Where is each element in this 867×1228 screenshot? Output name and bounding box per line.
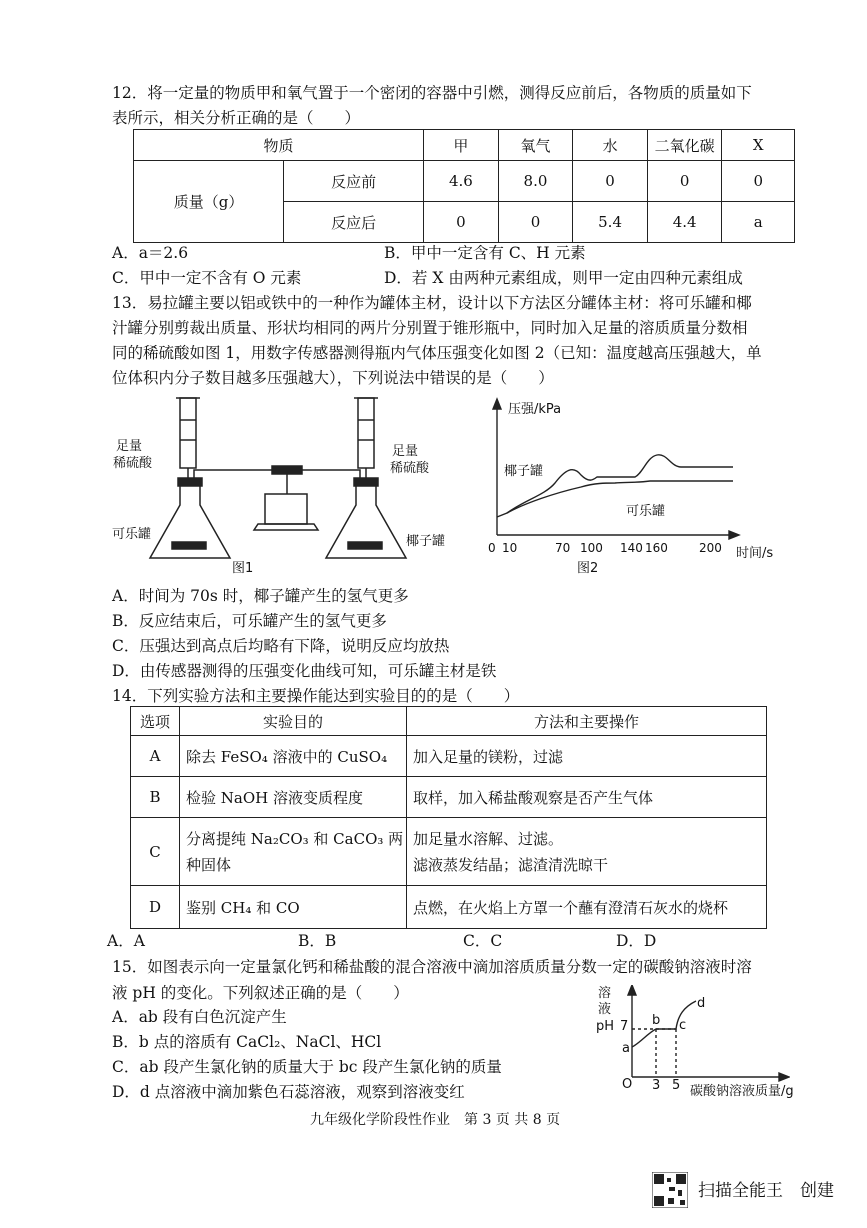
- acid-right-label-2: 稀硫酸: [390, 461, 430, 476]
- fig1-caption: 图1: [232, 561, 254, 576]
- q14-purpose-c: [180, 818, 407, 886]
- q12-cell: 4.6: [424, 161, 499, 202]
- ph-ylabel-2: 液: [598, 1002, 612, 1017]
- q12-option-c: C．甲中一定不含有 O 元素: [112, 269, 302, 287]
- q12-cell: 5.4: [573, 202, 648, 243]
- tick-140: 140: [620, 541, 643, 555]
- point-d-label: d: [697, 996, 706, 1011]
- q12-th-water: 水: [573, 130, 648, 161]
- q12-option-a: A．a＝2.6: [112, 244, 189, 262]
- ph-label: pH: [596, 1019, 615, 1034]
- q14-purpose-line1: 分离提纯 Na₂CO₃ 和 CaCO₃ 两: [186, 829, 404, 848]
- q14-opt: D: [131, 886, 180, 929]
- q14-answer-d: D．D: [616, 932, 657, 950]
- tick-10: 10: [502, 541, 518, 555]
- tick-200: 200: [699, 541, 722, 555]
- q12-cell: 0: [498, 202, 573, 243]
- laptop: [265, 494, 307, 524]
- q12-cell: 4.4: [647, 202, 722, 243]
- ph-7-label: 7: [620, 1019, 629, 1034]
- q14-method-line2: 滤液蒸发结晶；滤渣清洗晾干: [413, 855, 609, 874]
- q14-purpose: 除去 FeSO₄ 溶液中的 CuSO₄: [180, 736, 407, 777]
- q13-stem-line3: 同的稀硫酸如图 1，用数字传感器测得瓶内气体压强变化如图 2（已知：温度越高压强越大，单: [112, 344, 762, 362]
- q13-option-b: B．反应结束后，可乐罐产生的氢气更多: [112, 612, 387, 630]
- q12-th-co2: 二氧化碳: [647, 130, 722, 161]
- q12-cell: 0: [647, 161, 722, 202]
- q12-cell: 8.0: [498, 161, 573, 202]
- scanner-watermark: 扫描全能王 创建: [698, 1181, 834, 1201]
- q14-answer-a: A．A: [107, 932, 145, 950]
- q14-answer-b: B．B: [298, 932, 337, 950]
- q12-th-oxygen: 氧气: [498, 130, 573, 161]
- fig2-caption: 图2: [577, 561, 599, 576]
- q12-stem-line2: 表所示，相关分析正确的是（ ）: [112, 109, 361, 127]
- q14-purpose: 检验 NaOH 溶液变质程度: [180, 777, 407, 818]
- tick-100: 100: [580, 541, 603, 555]
- q12-row-label: 质量（g）: [134, 161, 284, 243]
- q12-th-jia: 甲: [424, 130, 499, 161]
- q15-option-b: B．b 点的溶质有 CaCl₂、NaCl、HCl: [112, 1033, 382, 1051]
- series-cola-label: 可乐罐: [626, 504, 666, 519]
- q12-option-b: B．甲中一定含有 C、H 元素: [384, 244, 586, 262]
- q14-opt: A: [131, 736, 180, 777]
- q12-cell: 0: [722, 161, 795, 202]
- series-coconut-label: 椰子罐: [504, 464, 544, 479]
- acid-left-label-1: 足量: [116, 439, 143, 454]
- can-left-label: 可乐罐: [112, 527, 152, 542]
- q14-th-method: 方法和主要操作: [407, 707, 767, 736]
- q12-th-substance: 物质: [134, 130, 424, 161]
- q13-option-c: C．压强达到高点后均略有下降，说明反应均放热: [112, 637, 450, 655]
- q14-opt: B: [131, 777, 180, 818]
- q15-option-d: D．d 点溶液中滴加紫色石蕊溶液，观察到溶液变红: [112, 1083, 465, 1101]
- fig2-xlabel: 时间/s: [736, 546, 774, 561]
- ph-xlabel: 碳酸钠溶液质量/g: [690, 1084, 794, 1099]
- q14-method-c: [407, 818, 767, 886]
- q13-stem-line4: 位体积内分子数目越多压强越大），下列说法中错误的是（ ）: [112, 369, 554, 387]
- tick-160: 160: [645, 541, 668, 555]
- q14-purpose: 鉴别 CH₄ 和 CO: [180, 886, 407, 929]
- q14-table: [130, 706, 767, 929]
- q12-cell: a: [722, 202, 795, 243]
- acid-left-label-2: 稀硫酸: [113, 456, 153, 471]
- q12-after-label: 反应后: [284, 202, 424, 243]
- q15-stem-line1: 15．如图表示向一定量氯化钙和稀盐酸的混合溶液中滴加溶质质量分数一定的碳酸钠溶液时溶: [112, 958, 752, 976]
- q12-cell: 0: [424, 202, 499, 243]
- q12-stem-line1: 12．将一定量的物质甲和氧气置于一个密闭的容器中引燃，测得反应前后，各物质的质量如下: [112, 84, 752, 102]
- q13-stem-line2: 汁罐分别剪裁出质量、形状均相同的两片分别置于锥形瓶中，同时加入足量的溶质质量分数相: [112, 319, 748, 337]
- point-c-label: c: [679, 1018, 687, 1033]
- can-right-label: 椰子罐: [406, 534, 446, 549]
- q14-th-purpose: 实验目的: [180, 707, 407, 736]
- q12-cell: 0: [573, 161, 648, 202]
- point-b-label: b: [652, 1013, 661, 1028]
- q12-th-x: X: [722, 130, 795, 161]
- ph-curve: [632, 1001, 696, 1047]
- q14-method: 点燃，在火焰上方罩一个蘸有澄清石灰水的烧杯: [407, 886, 767, 929]
- q14-stem: 14．下列实验方法和主要操作能达到实验目的的是（ ）: [112, 687, 520, 705]
- q12-option-d: D．若 X 由两种元素组成，则甲一定由四种元素组成: [384, 269, 743, 287]
- qr-code-icon: [652, 1172, 688, 1208]
- q12-table: [133, 129, 795, 243]
- q13-stem-line1: 13．易拉罐主要以铝或铁中的一种作为罐体主材，设计以下方法区分罐体主材：将可乐罐和椰: [112, 294, 752, 312]
- q13-option-d: D．由传感器测得的压强变化曲线可知，可乐罐主材是铁: [112, 662, 497, 680]
- q15-option-a: A．ab 段有白色沉淀产生: [112, 1008, 287, 1026]
- q13-option-a: A．时间为 70s 时，椰子罐产生的氢气更多: [112, 587, 409, 605]
- origin-label: O: [622, 1077, 633, 1092]
- q14-opt: C: [131, 818, 180, 886]
- tick-0: 0: [488, 541, 496, 555]
- page-footer: 九年级化学阶段性作业 第 3 页 共 8 页: [310, 1112, 561, 1128]
- q14-method: 取样，加入稀盐酸观察是否产生气体: [407, 777, 767, 818]
- point-a-label: a: [622, 1041, 630, 1056]
- q14-th-option: 选项: [131, 707, 180, 736]
- q12-before-label: 反应前: [284, 161, 424, 202]
- q14-method-line1: 加足量水溶解、过滤。: [413, 829, 564, 848]
- q14-method: 加入足量的镁粉，过滤: [407, 736, 767, 777]
- fig2-ylabel: 压强/kPa: [508, 402, 562, 417]
- x3-label: 3: [652, 1078, 661, 1093]
- q14-answer-c: C．C: [463, 932, 503, 950]
- left-syringe: [180, 398, 196, 468]
- q15-option-c: C．ab 段产生氯化钠的质量大于 bc 段产生氯化钠的质量: [112, 1058, 502, 1076]
- x5-label: 5: [672, 1078, 681, 1093]
- q14-purpose-line2: 种固体: [186, 855, 232, 874]
- ph-ylabel-1: 溶: [598, 986, 612, 1001]
- cola-can-curve: [507, 481, 733, 513]
- right-syringe: [358, 398, 374, 468]
- tick-70: 70: [555, 541, 571, 555]
- acid-right-label-1: 足量: [392, 444, 419, 459]
- q15-stem-line2: 液 pH 的变化。下列叙述正确的是（ ）: [112, 984, 409, 1002]
